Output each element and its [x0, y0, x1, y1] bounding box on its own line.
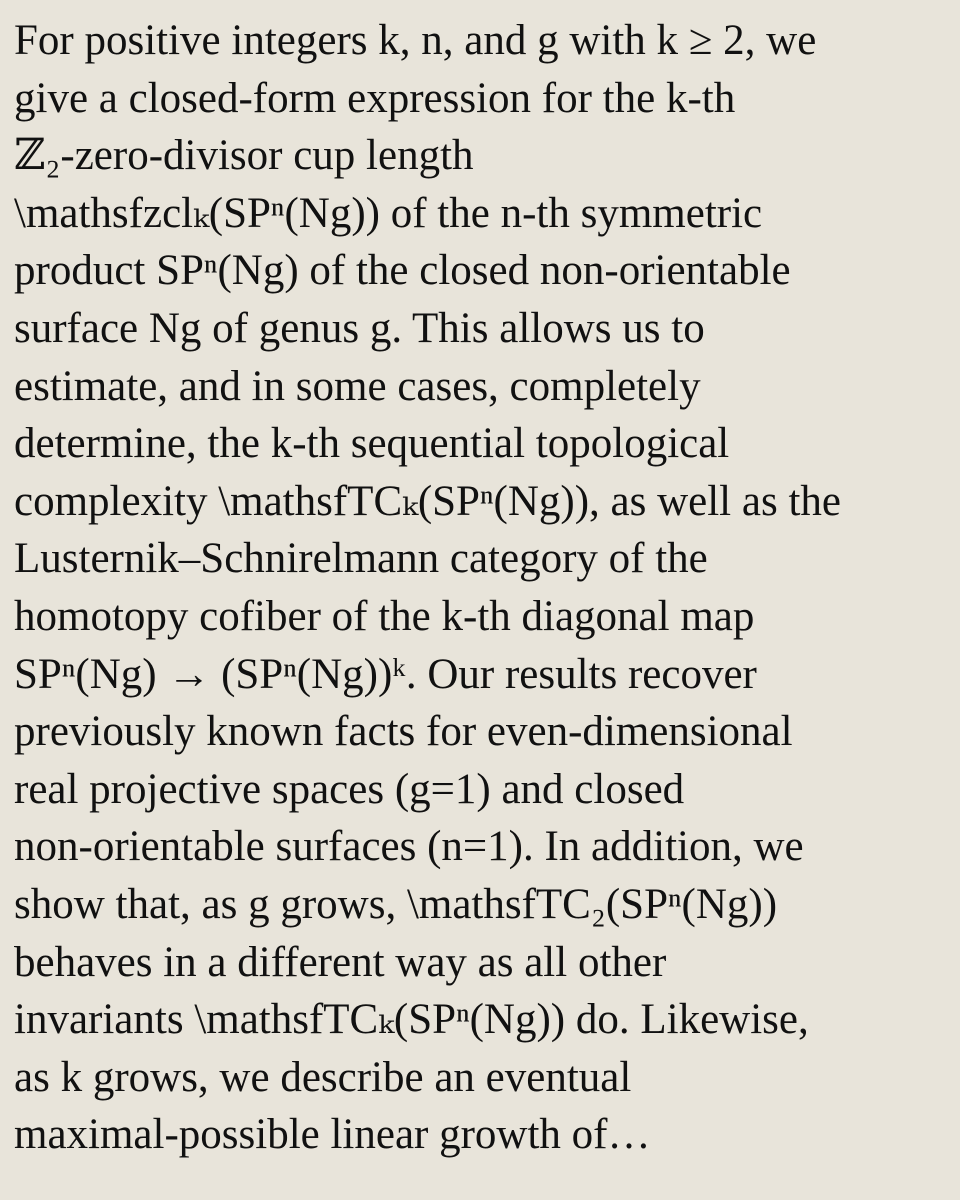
abstract-text	[14, 12, 946, 1164]
abstract-line-16: show that, as g grows, \mathsfTC₂(SPⁿ(Ng))	[14, 880, 778, 928]
abstract-line-2: give a closed-form expression for the k-th	[14, 74, 736, 122]
abstract-line-14: real projective spaces (g=1) and closed	[14, 765, 685, 813]
abstract-line-15: non-orientable surfaces (n=1). In addition, we	[14, 823, 804, 871]
abstract-line-7: estimate, and in some cases, completely	[14, 362, 701, 410]
abstract-line-10: Lusternik–Schnirelmann category of the	[14, 535, 708, 583]
abstract-line-4: \mathsfzclₖ(SPⁿ(Ng)) of the n-th symmetric	[14, 189, 763, 237]
abstract-line-13: previously known facts for even-dimensional	[14, 708, 793, 756]
abstract-line-20: maximal-possible linear growth of…	[14, 1111, 651, 1159]
abstract-line-1: For positive integers k, n, and g with k ≥ 2, we	[14, 17, 817, 64]
abstract-line-5: product SPⁿ(Ng) of the closed non-orientable	[14, 247, 791, 295]
abstract-line-9: complexity \mathsfTCₖ(SPⁿ(Ng)), as well as the	[14, 477, 841, 525]
abstract-line-19: as k grows, we describe an eventual	[14, 1053, 632, 1101]
abstract-line-18: invariants \mathsfTCₖ(SPⁿ(Ng)) do. Likewise,	[14, 996, 809, 1044]
abstract-line-12: SPⁿ(Ng) → (SPⁿ(Ng))ᵏ. Our results recover	[14, 650, 757, 698]
abstract-line-17: behaves in a different way as all other	[14, 938, 667, 986]
abstract-line-3: ℤ₂-zero-divisor cup length	[14, 132, 474, 180]
abstract-line-8: determine, the k-th sequential topological	[14, 420, 730, 468]
abstract-line-11: homotopy cofiber of the k-th diagonal map	[14, 592, 755, 640]
abstract-line-6: surface Ng of genus g. This allows us to	[14, 304, 705, 352]
